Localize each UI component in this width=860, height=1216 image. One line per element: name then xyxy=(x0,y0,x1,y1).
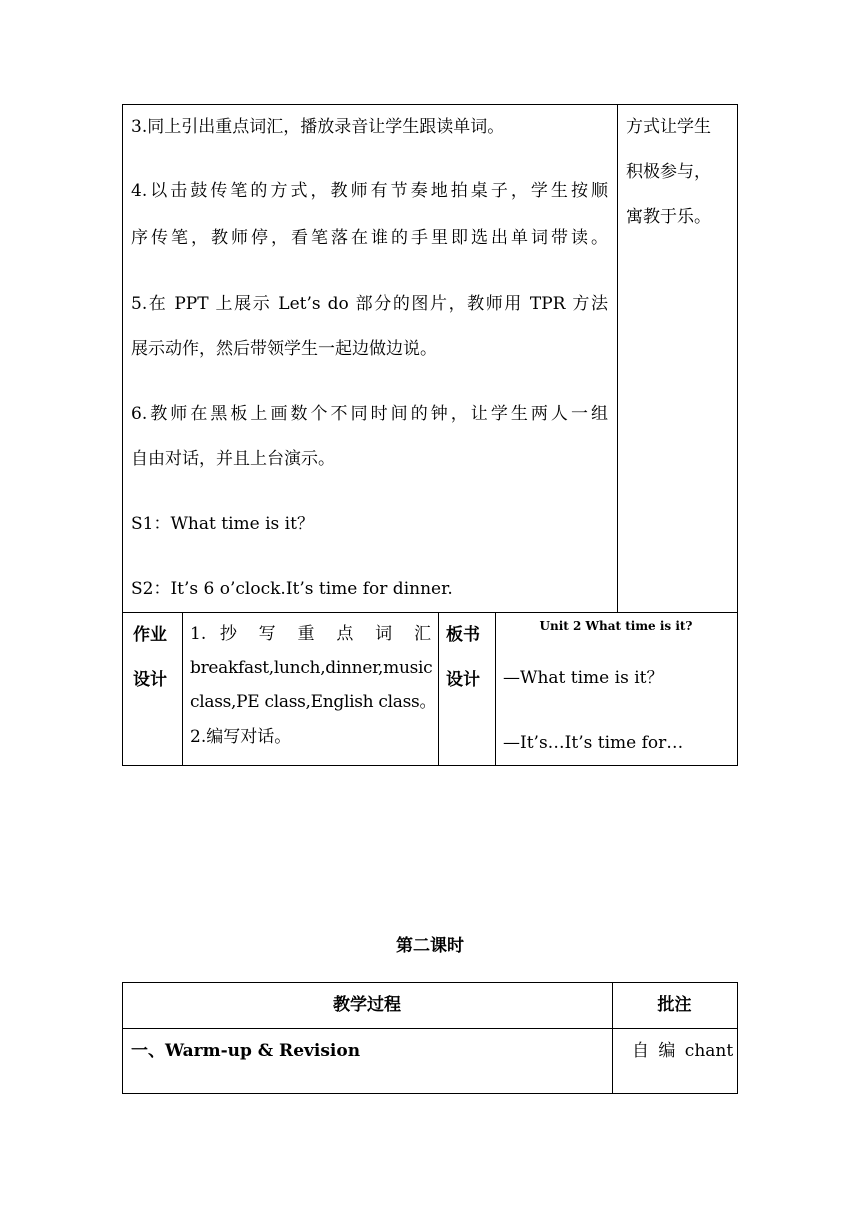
lesson-title: 第二课时 xyxy=(396,936,464,956)
homework-line-2: breakfast,lunch,dinner,music xyxy=(190,658,433,678)
chant-note: 自 编 chant xyxy=(632,1041,734,1061)
dialogue-s2: S2：It’s 6 o’clock.It’s time for dinner. xyxy=(131,579,453,599)
step-6-line-1: 6.教师在黑板上画数个不同时间的钟，让学生两人一组 xyxy=(131,404,608,424)
table1-hw-content-divider xyxy=(438,612,439,766)
board-label-2: 设计 xyxy=(446,670,480,690)
note-line-2: 积极参与， xyxy=(626,162,711,182)
note-line-1: 方式让学生 xyxy=(626,117,711,137)
header-process: 教学过程 xyxy=(333,995,401,1015)
table2-right-border xyxy=(737,982,738,1094)
board-line-2: —It’s…It’s time for… xyxy=(503,733,684,753)
board-line-1: —What time is it？ xyxy=(503,668,664,688)
board-title: Unit 2 What time is it? xyxy=(539,619,693,633)
step-4-line-1: 4.以击鼓传笔的方式，教师有节奏地拍桌子，学生按顺 xyxy=(131,181,608,201)
table1-note-divider xyxy=(617,104,618,613)
table1-hw-label-divider xyxy=(182,612,183,766)
table1-right-border xyxy=(737,104,738,766)
note-line-3: 寓教于乐。 xyxy=(626,207,711,227)
table2-header-border xyxy=(122,1028,738,1029)
table1-bottom-border xyxy=(122,765,738,766)
table1-board-label-divider xyxy=(495,612,496,766)
header-note: 批注 xyxy=(657,995,692,1015)
step-5-line-2: 展示动作，然后带领学生一起边做边说。 xyxy=(131,339,437,359)
table2-top-border xyxy=(122,982,738,983)
step-6-line-2: 自由对话，并且上台演示。 xyxy=(131,449,335,469)
step-5-line-1: 5.在 PPT 上展示 Let’s do 部分的图片，教师用 TPR 方法 xyxy=(131,294,608,314)
homework-line-3: class,PE class,English class。 xyxy=(190,692,437,712)
table1-top-border xyxy=(122,104,738,105)
table1-mid-border xyxy=(122,612,738,613)
step-3: 3.同上引出重点词汇，播放录音让学生跟读单词。 xyxy=(131,117,505,137)
table1-left-border xyxy=(122,104,123,766)
table2-bottom-border xyxy=(122,1093,738,1094)
homework-line-4: 2.编写对话。 xyxy=(190,727,292,747)
warm-up-heading: 一、Warm-up & Revision xyxy=(131,1041,361,1061)
homework-label-1: 作业 xyxy=(133,625,167,645)
step-4-line-2: 序传笔，教师停，看笔落在谁的手里即选出单词带读。 xyxy=(131,228,608,248)
homework-label-2: 设计 xyxy=(133,670,167,690)
board-label-1: 板书 xyxy=(446,625,480,645)
homework-line-1: 1. 抄 写 重 点 词 汇 xyxy=(190,624,431,644)
dialogue-s1: S1：What time is it？ xyxy=(131,514,314,534)
